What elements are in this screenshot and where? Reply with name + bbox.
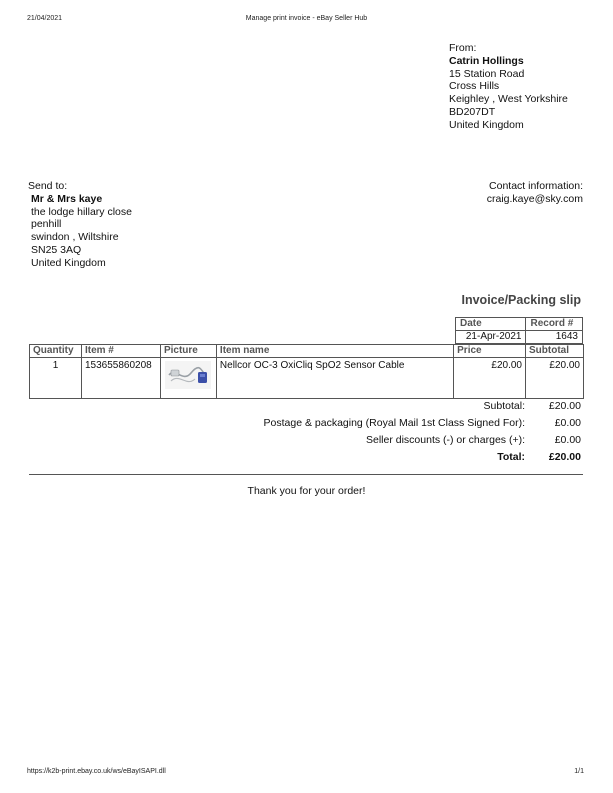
row-item-name: Nellcor OC-3 OxiCliq SpO2 Sensor Cable	[216, 358, 453, 399]
invoice-meta-table	[455, 317, 583, 344]
from-line: BD207DT	[449, 105, 496, 118]
from-name: Catrin Hollings	[449, 54, 524, 67]
table-header-row	[30, 345, 584, 358]
discount-label: Seller discounts (-) or charges (+):	[365, 434, 525, 446]
print-page-number: 1/1	[574, 768, 584, 775]
subtotal-label: Subtotal:	[483, 400, 525, 412]
record-header: Record #	[526, 318, 583, 331]
send-to-line: SN25 3AQ	[31, 243, 82, 256]
send-to-line: the lodge hillary close	[31, 205, 132, 218]
print-date: 21/04/2021	[27, 15, 63, 22]
contact-email: craig.kaye@sky.com	[486, 192, 583, 205]
from-line: United Kingdom	[449, 118, 524, 131]
row-item-number: 153655860208	[81, 358, 160, 399]
items-table	[29, 344, 584, 399]
slip-title: Invoice/Packing slip	[461, 293, 581, 307]
quantity-header: Quantity	[30, 345, 82, 358]
from-line: Cross Hills	[449, 80, 500, 93]
row-subtotal: £20.00	[526, 358, 584, 399]
send-to-name: Mr & Mrs kaye	[31, 192, 103, 205]
row-picture	[160, 358, 216, 399]
send-to-address	[28, 180, 132, 270]
divider	[29, 474, 583, 475]
from-label: From:	[449, 42, 477, 54]
send-to-label: Send to:	[28, 180, 68, 192]
postage-label: Postage & packaging (Royal Mail 1st Class Signed For):	[263, 417, 525, 429]
product-thumbnail	[165, 361, 211, 389]
row-price: £20.00	[454, 358, 526, 399]
subtotal-value: £20.00	[548, 400, 581, 412]
date-header: Date	[456, 318, 526, 331]
row-quantity: 1	[30, 358, 82, 399]
discount-value: £0.00	[554, 434, 581, 446]
item-number-header: Item #	[81, 345, 160, 358]
from-address	[449, 42, 568, 132]
from-line: Keighley , West Yorkshire	[449, 93, 568, 106]
print-url: https://k2b-print.ebay.co.uk/ws/eBayISAPI.dll	[27, 768, 166, 775]
send-to-line: swindon , Wiltshire	[31, 231, 119, 244]
send-to-line: penhill	[31, 218, 62, 231]
invoice-date: 21-Apr-2021	[456, 331, 526, 344]
price-header: Price	[454, 345, 526, 358]
item-name-header: Item name	[216, 345, 453, 358]
thank-you-message: Thank you for your order!	[247, 485, 366, 497]
from-line: 15 Station Road	[449, 67, 525, 80]
postage-value: £0.00	[554, 417, 581, 429]
subtotal-header: Subtotal	[526, 345, 584, 358]
record-number: 1643	[526, 331, 583, 344]
send-to-line: United Kingdom	[31, 256, 106, 269]
total-label: Total:	[497, 451, 525, 463]
table-row	[30, 358, 584, 399]
contact-label: Contact information:	[489, 180, 583, 192]
print-page-title: Manage print invoice - eBay Seller Hub	[245, 15, 368, 22]
total-value: £20.00	[548, 451, 581, 463]
contact-info	[487, 180, 583, 206]
picture-header: Picture	[160, 345, 216, 358]
